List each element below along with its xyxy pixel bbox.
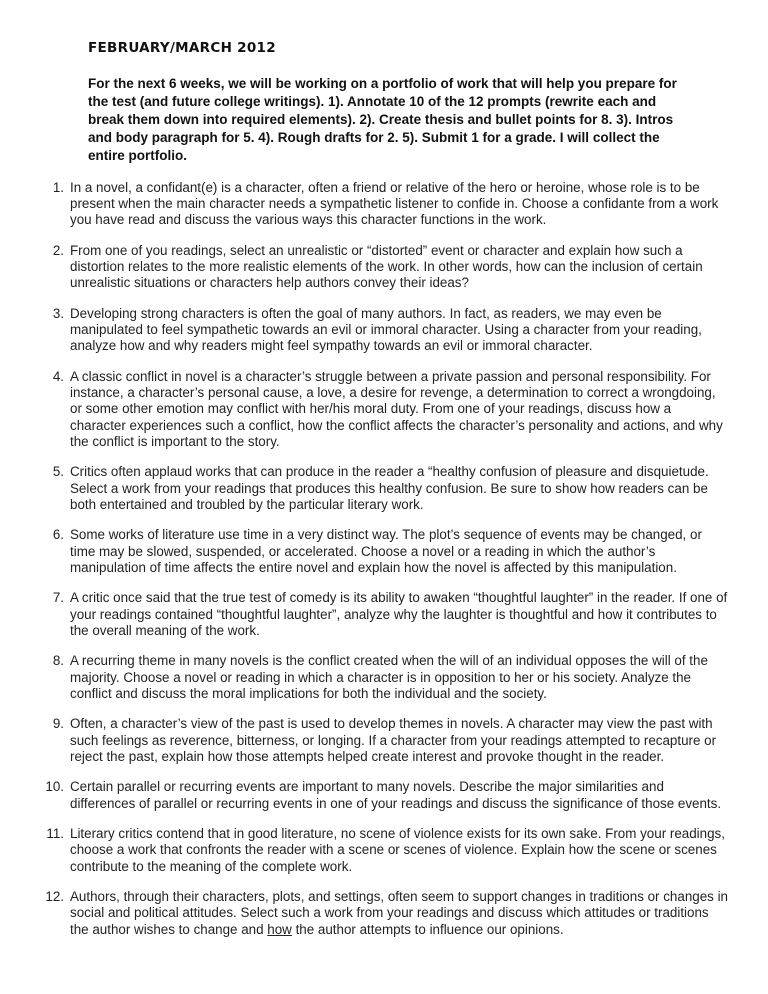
prompt-text [70, 889, 728, 936]
prompt-text-end: the author attempts to influence our opinions. [291, 921, 564, 937]
assignment-instructions: For the next 6 weeks, we will be working on a portfolio of work that will help you prepare for the test (and future college writings). 1). Annotate 10 of the 12 prompts (rewrite each and break them down into required elements). 2). Create thesis and bullet points for 8. 3). Intros and body paragraph for 5. 4). Rough drafts for 2. 5). Submit 1 for a grade. I will collect the entire portfolio. [88, 76, 677, 163]
prompt-item-4 [40, 369, 730, 450]
prompt-number: 8. [52, 653, 64, 669]
document-date-heading: FEBRUARY/MARCH 2012 [88, 40, 276, 56]
prompt-number: 10. [45, 779, 64, 795]
prompt-text: A recurring theme in many novels is the conflict created when the will of an individual opposes the will of the majority. Choose a novel or reading in which a character is in opposition to her or his society. Analyze the conflict and discuss the moral implications for both the individual and the society. [70, 653, 708, 701]
prompt-number: 6. [52, 527, 64, 543]
prompt-item-8 [40, 653, 730, 702]
prompt-text-start: Authors, through their characters, plots, and settings, often seem to support changes in traditions or changes in social and political attitudes. Select such a work from your readings and discuss which attitudes or traditions the author wishes to change and [70, 889, 729, 937]
prompt-text: In a novel, a confidant(e) is a character, often a friend or relative of the hero or heroine, whose role is to be present when the main character needs a sympathetic listener to confide in. Choose a confidante from a work you have read and discuss the various ways this character functions in the work. [70, 180, 719, 228]
prompt-number: 3. [52, 306, 64, 321]
prompt-item-2 [40, 243, 730, 292]
prompt-item-10 [40, 779, 730, 811]
prompt-number: 9. [52, 716, 64, 732]
prompt-text: Some works of literature use time in a very distinct way. The plot’s sequence of events may be changed, or time may be slowed, suspended, or accelerated. Choose a novel or a reading in which the author’s manipulation of time affects the entire novel and explain how the novel is affected by this manipulation. [70, 527, 702, 575]
prompt-item-12 [40, 889, 730, 938]
prompt-text: A critic once said that the true test of comedy is its ability to awaken “thoughtful laughter” in the reader. If one of your readings contained “thoughtful laughter”, analyze why the laughter is thoughtful and how it contributes to the overall meaning of the work. [70, 590, 728, 638]
prompt-item-11 [40, 826, 730, 875]
prompt-text: Often, a character’s view of the past is used to develop themes in novels. A character may view the past with such feelings as reverence, bitterness, or longing. If a character from your readings attempted to recapture or reject the past, explain how those attempts helped create interest and provoke thought in the reader. [70, 716, 717, 764]
prompt-number: 5. [52, 464, 64, 480]
prompt-text: Certain parallel or recurring events are important to many novels. Describe the major similarities and differences of parallel or recurring events in one of your readings and discuss the significance of those events. [70, 779, 722, 811]
prompt-number: 11. [46, 826, 64, 842]
prompt-item-7 [40, 590, 730, 639]
prompt-text: Critics often applaud works that can produce in the reader a “healthy confusion of pleasure and disquietude. Select a work from your readings that produces this healthy confusion. Be sure to show how readers can be both entertained and troubled by the particular literary work. [70, 464, 709, 512]
prompt-text: A classic conflict in novel is a character’s struggle between a private passion and personal responsibility. For instance, a character’s personal cause, a love, a desire for revenge, a determination to correct a wrongdoing, or some other emotion may conflict with her/his moral duty. From one of your readings, discuss how a character experiences such a conflict, how the conflict affects the character’s personality and actions, and why the conflict is important to the story. [70, 369, 723, 449]
prompt-item-9 [40, 716, 730, 765]
prompt-item-3 [40, 306, 730, 355]
prompt-item-6 [40, 527, 730, 576]
prompt-number: 2. [52, 243, 64, 258]
prompt-item-1 [40, 180, 730, 229]
underlined-word: how [267, 921, 292, 937]
prompt-number: 1. [52, 180, 64, 195]
prompt-text: From one of you readings, select an unrealistic or “distorted” event or character and explain how such a distortion relates to the more realistic elements of the work. In other words, how can the inclusion of certain unrealistic situations or characters help authors convey their ideas? [70, 243, 703, 291]
prompt-number: 7. [52, 590, 64, 606]
prompt-text: Developing strong characters is often the goal of many authors. In fact, as readers, we may even be manipulated to feel sympathetic towards an evil or immoral character. Using a character from your reading, analyze how and why readers might feel sympathy towards an evil or immoral character. [70, 306, 702, 354]
prompt-list [40, 180, 730, 952]
prompt-number: 12. [45, 889, 64, 905]
prompt-number: 4. [52, 369, 64, 384]
prompt-item-5 [40, 464, 730, 513]
prompt-text: Literary critics contend that in good literature, no scene of violence exists for its own sake. From your readings, choose a work that confronts the reader with a scene or scenes of violence. Explain how the scene or scenes contribute to the meaning of the complete work. [70, 826, 725, 874]
